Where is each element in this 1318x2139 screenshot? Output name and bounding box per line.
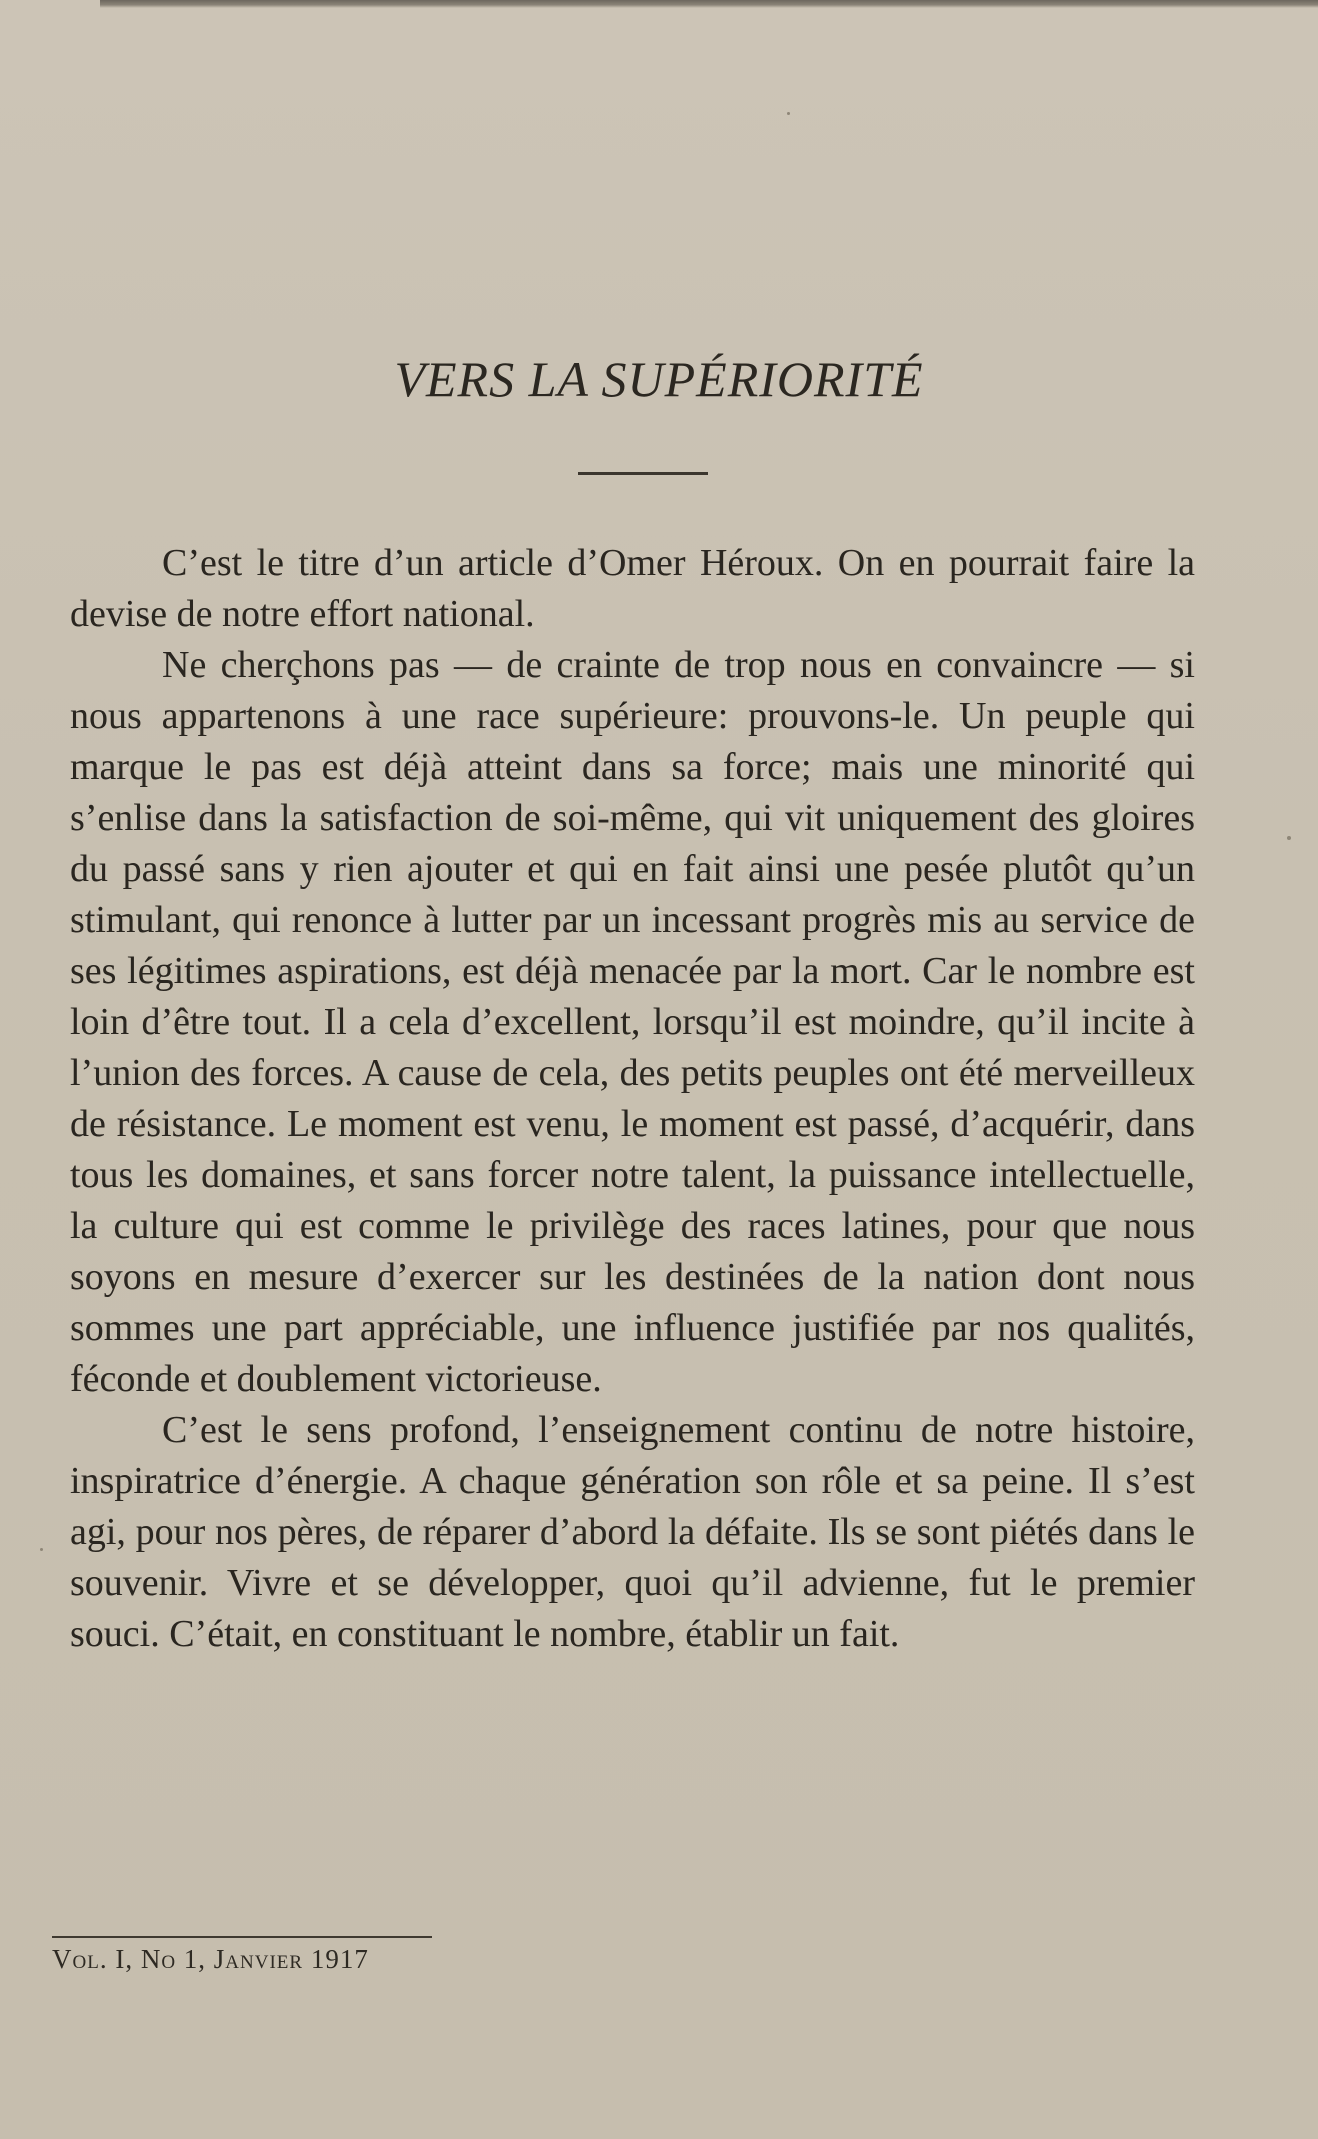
paper-speck xyxy=(787,112,790,115)
paragraph-1: C’est le titre d’un article d’Omer Héroux. On en pourrait faire la devise de notre effort national. xyxy=(70,542,1195,635)
title-divider xyxy=(578,472,708,475)
article-body xyxy=(70,538,1195,1660)
paragraph-2: Ne cherçhons pas — de crainte de trop nous en convaincre — si nous appartenons à une race supérieure: prouvons-le. Un peuple qui marque le pas est déjà atteint dans sa force; mais une minorité qui s’enlise dans la satisfaction de soi-même, qui vit uniquement des gloires du passé sans y rien ajouter et qui en fait ainsi une pesée plutôt qu’un stimulant, qui renonce à lutter par un incessant progrès mis au service de ses légitimes aspirations, est déjà menacée par la mort. Car le nombre est loin d’être tout. Il a cela d’excellent, lorsqu’il est moindre, qu’il incite à l’union des forces. A cause de cela, des petits peuples ont été merveilleux de résistance. Le moment est venu, le moment est passé, d’acquérir, dans tous les domaines, et sans forcer notre talent, la puissance intellectuelle, la culture qui est comme le privilège des races latines, pour que nous soyons en mesure d’exercer sur les destinées de la nation dont nous sommes une part appréciable, une influence justifiée par nos qualités, féconde et doublement victorieuse. xyxy=(70,644,1195,1400)
paragraph-3: C’est le sens profond, l’enseignement continu de notre histoire, inspiratrice d’énergie. A chaque génération son rôle et sa peine. Il s’est agi, pour nos pères, de réparer d’abord la défaite. Ils se sont piétés dans le souvenir. Vivre et se développer, quoi qu’il advienne, fut le premier souci. C’était, en constituant le nombre, établir un fait. xyxy=(70,1409,1195,1655)
page-top-edge xyxy=(100,0,1318,8)
issue-footer: Vol. I, No 1, Janvier 1917 xyxy=(52,1944,369,1974)
footer-divider xyxy=(52,1936,432,1938)
paper-speck xyxy=(1287,836,1291,840)
paper-speck xyxy=(40,1548,43,1551)
article-title: VERS LA SUPÉRIORITÉ xyxy=(394,351,924,407)
